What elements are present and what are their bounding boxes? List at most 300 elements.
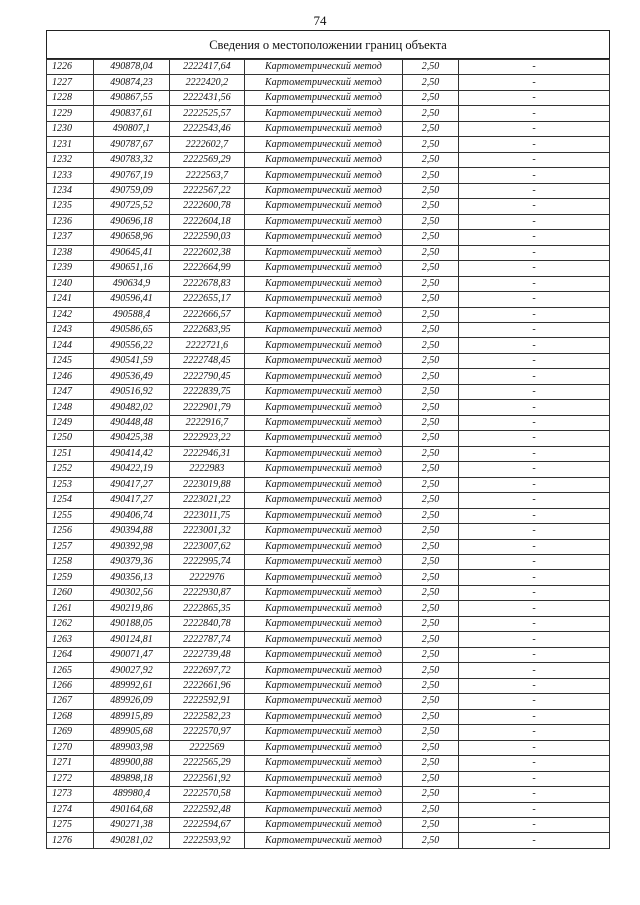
x-coordinate-cell: 489905,68 [94,725,169,740]
x-coordinate-cell: 490271,38 [94,817,169,832]
method-cell: Картометрический метод [245,60,403,75]
point-number-cell: 1268 [47,709,94,724]
method-cell: Картометрический метод [245,771,403,786]
accuracy-cell: 2,50 [402,322,458,337]
note-cell: - [459,369,610,384]
note-cell: - [459,709,610,724]
method-cell: Картометрический метод [245,261,403,276]
accuracy-cell: 2,50 [402,75,458,90]
y-coordinate-cell: 2222569 [169,740,244,755]
x-coordinate-cell: 490696,18 [94,214,169,229]
y-coordinate-cell: 2222995,74 [169,555,244,570]
table-row [47,678,610,693]
table-row [47,555,610,570]
accuracy-cell: 2,50 [402,833,458,848]
method-cell: Картометрический метод [245,709,403,724]
point-number-cell: 1272 [47,771,94,786]
accuracy-cell: 2,50 [402,601,458,616]
method-cell: Картометрический метод [245,493,403,508]
note-cell: - [459,694,610,709]
point-number-cell: 1251 [47,446,94,461]
table-row [47,214,610,229]
accuracy-cell: 2,50 [402,415,458,430]
accuracy-cell: 2,50 [402,740,458,755]
note-cell: - [459,230,610,245]
note-cell: - [459,106,610,121]
method-cell: Картометрический метод [245,75,403,90]
y-coordinate-cell: 2222602,7 [169,137,244,152]
method-cell: Картометрический метод [245,678,403,693]
accuracy-cell: 2,50 [402,137,458,152]
y-coordinate-cell: 2222600,78 [169,199,244,214]
table-row [47,152,610,167]
accuracy-cell: 2,50 [402,462,458,477]
table-row [47,261,610,276]
accuracy-cell: 2,50 [402,647,458,662]
y-coordinate-cell: 2223007,62 [169,539,244,554]
point-number-cell: 1250 [47,431,94,446]
table-row [47,400,610,415]
point-number-cell: 1246 [47,369,94,384]
accuracy-cell: 2,50 [402,276,458,291]
method-cell: Картометрический метод [245,462,403,477]
table-row [47,75,610,90]
y-coordinate-cell: 2222592,91 [169,694,244,709]
method-cell: Картометрический метод [245,369,403,384]
method-cell: Картометрический метод [245,632,403,647]
y-coordinate-cell: 2222678,83 [169,276,244,291]
accuracy-cell: 2,50 [402,121,458,136]
method-cell: Картометрический метод [245,106,403,121]
point-number-cell: 1256 [47,524,94,539]
method-cell: Картометрический метод [245,230,403,245]
y-coordinate-cell: 2222748,45 [169,353,244,368]
x-coordinate-cell: 490406,74 [94,508,169,523]
y-coordinate-cell: 2222543,46 [169,121,244,136]
y-coordinate-cell: 2222563,7 [169,168,244,183]
y-coordinate-cell: 2223001,32 [169,524,244,539]
x-coordinate-cell: 489992,61 [94,678,169,693]
y-coordinate-cell: 2222697,72 [169,663,244,678]
table-row [47,647,610,662]
method-cell: Картометрический метод [245,477,403,492]
table-row [47,322,610,337]
point-number-cell: 1255 [47,508,94,523]
y-coordinate-cell: 2223021,22 [169,493,244,508]
x-coordinate-cell: 489900,88 [94,756,169,771]
accuracy-cell: 2,50 [402,678,458,693]
table-row [47,183,610,198]
note-cell: - [459,400,610,415]
x-coordinate-cell: 490124,81 [94,632,169,647]
x-coordinate-cell: 490394,88 [94,524,169,539]
point-number-cell: 1237 [47,230,94,245]
method-cell: Картометрический метод [245,183,403,198]
x-coordinate-cell: 490725,52 [94,199,169,214]
table-row [47,245,610,260]
x-coordinate-cell: 490783,32 [94,152,169,167]
point-number-cell: 1228 [47,90,94,105]
y-coordinate-cell: 2223011,75 [169,508,244,523]
note-cell: - [459,152,610,167]
note-cell: - [459,647,610,662]
coordinates-table [46,59,610,849]
y-coordinate-cell: 2222417,64 [169,60,244,75]
accuracy-cell: 2,50 [402,431,458,446]
accuracy-cell: 2,50 [402,802,458,817]
point-number-cell: 1261 [47,601,94,616]
y-coordinate-cell: 2222569,29 [169,152,244,167]
accuracy-cell: 2,50 [402,245,458,260]
accuracy-cell: 2,50 [402,694,458,709]
note-cell: - [459,771,610,786]
point-number-cell: 1249 [47,415,94,430]
y-coordinate-cell: 2222739,48 [169,647,244,662]
x-coordinate-cell: 490536,49 [94,369,169,384]
accuracy-cell: 2,50 [402,756,458,771]
accuracy-cell: 2,50 [402,292,458,307]
point-number-cell: 1267 [47,694,94,709]
accuracy-cell: 2,50 [402,384,458,399]
accuracy-cell: 2,50 [402,369,458,384]
accuracy-cell: 2,50 [402,585,458,600]
note-cell: - [459,493,610,508]
accuracy-cell: 2,50 [402,524,458,539]
method-cell: Картометрический метод [245,555,403,570]
point-number-cell: 1229 [47,106,94,121]
x-coordinate-cell: 490837,61 [94,106,169,121]
accuracy-cell: 2,50 [402,570,458,585]
y-coordinate-cell: 2222664,99 [169,261,244,276]
accuracy-cell: 2,50 [402,353,458,368]
note-cell: - [459,431,610,446]
table-row [47,462,610,477]
y-coordinate-cell: 2222565,29 [169,756,244,771]
table-row [47,616,610,631]
accuracy-cell: 2,50 [402,616,458,631]
note-cell: - [459,90,610,105]
table-row [47,230,610,245]
table-row [47,199,610,214]
x-coordinate-cell: 490425,38 [94,431,169,446]
accuracy-cell: 2,50 [402,60,458,75]
x-coordinate-cell: 490634,9 [94,276,169,291]
point-number-cell: 1259 [47,570,94,585]
y-coordinate-cell: 2222666,57 [169,307,244,322]
y-coordinate-cell: 2222787,74 [169,632,244,647]
note-cell: - [459,539,610,554]
x-coordinate-cell: 490787,67 [94,137,169,152]
method-cell: Картометрический метод [245,431,403,446]
y-coordinate-cell: 2222655,17 [169,292,244,307]
table-row [47,570,610,585]
table-row [47,121,610,136]
table-row [47,168,610,183]
y-coordinate-cell: 2222946,31 [169,446,244,461]
y-coordinate-cell: 2222602,38 [169,245,244,260]
table-row [47,663,610,678]
y-coordinate-cell: 2222721,6 [169,338,244,353]
table-row [47,137,610,152]
y-coordinate-cell: 2222525,57 [169,106,244,121]
method-cell: Картометрический метод [245,152,403,167]
x-coordinate-cell: 490878,04 [94,60,169,75]
x-coordinate-cell: 490422,19 [94,462,169,477]
accuracy-cell: 2,50 [402,632,458,647]
method-cell: Картометрический метод [245,616,403,631]
point-number-cell: 1254 [47,493,94,508]
table-row [47,493,610,508]
x-coordinate-cell: 490414,42 [94,446,169,461]
y-coordinate-cell: 2222683,95 [169,322,244,337]
point-number-cell: 1244 [47,338,94,353]
table-row [47,292,610,307]
point-number-cell: 1238 [47,245,94,260]
note-cell: - [459,477,610,492]
note-cell: - [459,632,610,647]
point-number-cell: 1271 [47,756,94,771]
note-cell: - [459,802,610,817]
note-cell: - [459,555,610,570]
method-cell: Картометрический метод [245,307,403,322]
note-cell: - [459,725,610,740]
y-coordinate-cell: 2222661,96 [169,678,244,693]
x-coordinate-cell: 489980,4 [94,787,169,802]
table-row [47,353,610,368]
table-row [47,802,610,817]
x-coordinate-cell: 490556,22 [94,338,169,353]
note-cell: - [459,740,610,755]
y-coordinate-cell: 2222582,23 [169,709,244,724]
accuracy-cell: 2,50 [402,555,458,570]
y-coordinate-cell: 2222790,45 [169,369,244,384]
note-cell: - [459,183,610,198]
method-cell: Картометрический метод [245,756,403,771]
table-row [47,833,610,848]
table-row [47,307,610,322]
x-coordinate-cell: 490588,4 [94,307,169,322]
y-coordinate-cell: 2223019,88 [169,477,244,492]
point-number-cell: 1273 [47,787,94,802]
x-coordinate-cell: 489926,09 [94,694,169,709]
point-number-cell: 1253 [47,477,94,492]
note-cell: - [459,524,610,539]
table-row [47,508,610,523]
point-number-cell: 1226 [47,60,94,75]
table-row [47,524,610,539]
x-coordinate-cell: 490651,16 [94,261,169,276]
table-row [47,632,610,647]
y-coordinate-cell: 2222420,2 [169,75,244,90]
x-coordinate-cell: 490807,1 [94,121,169,136]
table-row [47,787,610,802]
y-coordinate-cell: 2222570,58 [169,787,244,802]
accuracy-cell: 2,50 [402,307,458,322]
note-cell: - [459,384,610,399]
method-cell: Картометрический метод [245,353,403,368]
note-cell: - [459,508,610,523]
method-cell: Картометрический метод [245,90,403,105]
method-cell: Картометрический метод [245,663,403,678]
method-cell: Картометрический метод [245,787,403,802]
y-coordinate-cell: 2222923,22 [169,431,244,446]
point-number-cell: 1266 [47,678,94,693]
note-cell: - [459,338,610,353]
accuracy-cell: 2,50 [402,338,458,353]
y-coordinate-cell: 2222930,87 [169,585,244,600]
method-cell: Картометрический метод [245,817,403,832]
table-row [47,415,610,430]
method-cell: Картометрический метод [245,322,403,337]
x-coordinate-cell: 490392,98 [94,539,169,554]
method-cell: Картометрический метод [245,539,403,554]
y-coordinate-cell: 2222901,79 [169,400,244,415]
y-coordinate-cell: 2222593,92 [169,833,244,848]
x-coordinate-cell: 490596,41 [94,292,169,307]
x-coordinate-cell: 490516,92 [94,384,169,399]
table-row [47,338,610,353]
y-coordinate-cell: 2222570,97 [169,725,244,740]
note-cell: - [459,446,610,461]
y-coordinate-cell: 2222976 [169,570,244,585]
point-number-cell: 1242 [47,307,94,322]
y-coordinate-cell: 2222594,67 [169,817,244,832]
table-row [47,90,610,105]
accuracy-cell: 2,50 [402,199,458,214]
x-coordinate-cell: 490658,96 [94,230,169,245]
coordinates-sheet [46,30,610,849]
table-row [47,384,610,399]
x-coordinate-cell: 489903,98 [94,740,169,755]
table-row [47,771,610,786]
note-cell: - [459,199,610,214]
point-number-cell: 1231 [47,137,94,152]
note-cell: - [459,663,610,678]
note-cell: - [459,307,610,322]
accuracy-cell: 2,50 [402,725,458,740]
accuracy-cell: 2,50 [402,230,458,245]
accuracy-cell: 2,50 [402,400,458,415]
point-number-cell: 1234 [47,183,94,198]
method-cell: Картометрический метод [245,647,403,662]
table-row [47,725,610,740]
method-cell: Картометрический метод [245,214,403,229]
x-coordinate-cell: 490219,86 [94,601,169,616]
method-cell: Картометрический метод [245,415,403,430]
table-row [47,60,610,75]
method-cell: Картометрический метод [245,137,403,152]
method-cell: Картометрический метод [245,740,403,755]
note-cell: - [459,601,610,616]
accuracy-cell: 2,50 [402,817,458,832]
method-cell: Картометрический метод [245,446,403,461]
note-cell: - [459,245,610,260]
table-row [47,817,610,832]
point-number-cell: 1274 [47,802,94,817]
x-coordinate-cell: 490164,68 [94,802,169,817]
y-coordinate-cell: 2222561,92 [169,771,244,786]
method-cell: Картометрический метод [245,245,403,260]
point-number-cell: 1258 [47,555,94,570]
x-coordinate-cell: 489915,89 [94,709,169,724]
point-number-cell: 1275 [47,817,94,832]
y-coordinate-cell: 2222604,18 [169,214,244,229]
method-cell: Картометрический метод [245,384,403,399]
note-cell: - [459,756,610,771]
y-coordinate-cell: 2222592,48 [169,802,244,817]
note-cell: - [459,415,610,430]
y-coordinate-cell: 2222567,22 [169,183,244,198]
point-number-cell: 1233 [47,168,94,183]
accuracy-cell: 2,50 [402,539,458,554]
note-cell: - [459,616,610,631]
note-cell: - [459,276,610,291]
note-cell: - [459,570,610,585]
x-coordinate-cell: 490448,48 [94,415,169,430]
table-row [47,539,610,554]
x-coordinate-cell: 490417,27 [94,477,169,492]
x-coordinate-cell: 490356,13 [94,570,169,585]
x-coordinate-cell: 490867,55 [94,90,169,105]
y-coordinate-cell: 2222839,75 [169,384,244,399]
x-coordinate-cell: 490417,27 [94,493,169,508]
point-number-cell: 1252 [47,462,94,477]
y-coordinate-cell: 2222431,56 [169,90,244,105]
x-coordinate-cell: 490302,56 [94,585,169,600]
x-coordinate-cell: 490188,05 [94,616,169,631]
accuracy-cell: 2,50 [402,493,458,508]
table-row [47,585,610,600]
y-coordinate-cell: 2222916,7 [169,415,244,430]
x-coordinate-cell: 490541,59 [94,353,169,368]
x-coordinate-cell: 490767,19 [94,168,169,183]
x-coordinate-cell: 490874,23 [94,75,169,90]
accuracy-cell: 2,50 [402,477,458,492]
y-coordinate-cell: 2222590,03 [169,230,244,245]
x-coordinate-cell: 490482,02 [94,400,169,415]
point-number-cell: 1243 [47,322,94,337]
x-coordinate-cell: 490071,47 [94,647,169,662]
method-cell: Картометрический метод [245,400,403,415]
table-row [47,601,610,616]
accuracy-cell: 2,50 [402,183,458,198]
table-row [47,694,610,709]
accuracy-cell: 2,50 [402,152,458,167]
point-number-cell: 1236 [47,214,94,229]
table-row [47,276,610,291]
method-cell: Картометрический метод [245,725,403,740]
method-cell: Картометрический метод [245,276,403,291]
table-row [47,431,610,446]
table-row [47,446,610,461]
accuracy-cell: 2,50 [402,787,458,802]
note-cell: - [459,121,610,136]
method-cell: Картометрический метод [245,292,403,307]
table-title: Сведения о местоположении границ объекта [46,30,610,59]
note-cell: - [459,214,610,229]
method-cell: Картометрический метод [245,168,403,183]
coordinates-table-body [47,60,610,849]
table-row [47,756,610,771]
y-coordinate-cell: 2222983 [169,462,244,477]
method-cell: Картометрический метод [245,833,403,848]
note-cell: - [459,322,610,337]
point-number-cell: 1227 [47,75,94,90]
accuracy-cell: 2,50 [402,446,458,461]
y-coordinate-cell: 2222840,78 [169,616,244,631]
note-cell: - [459,353,610,368]
note-cell: - [459,678,610,693]
